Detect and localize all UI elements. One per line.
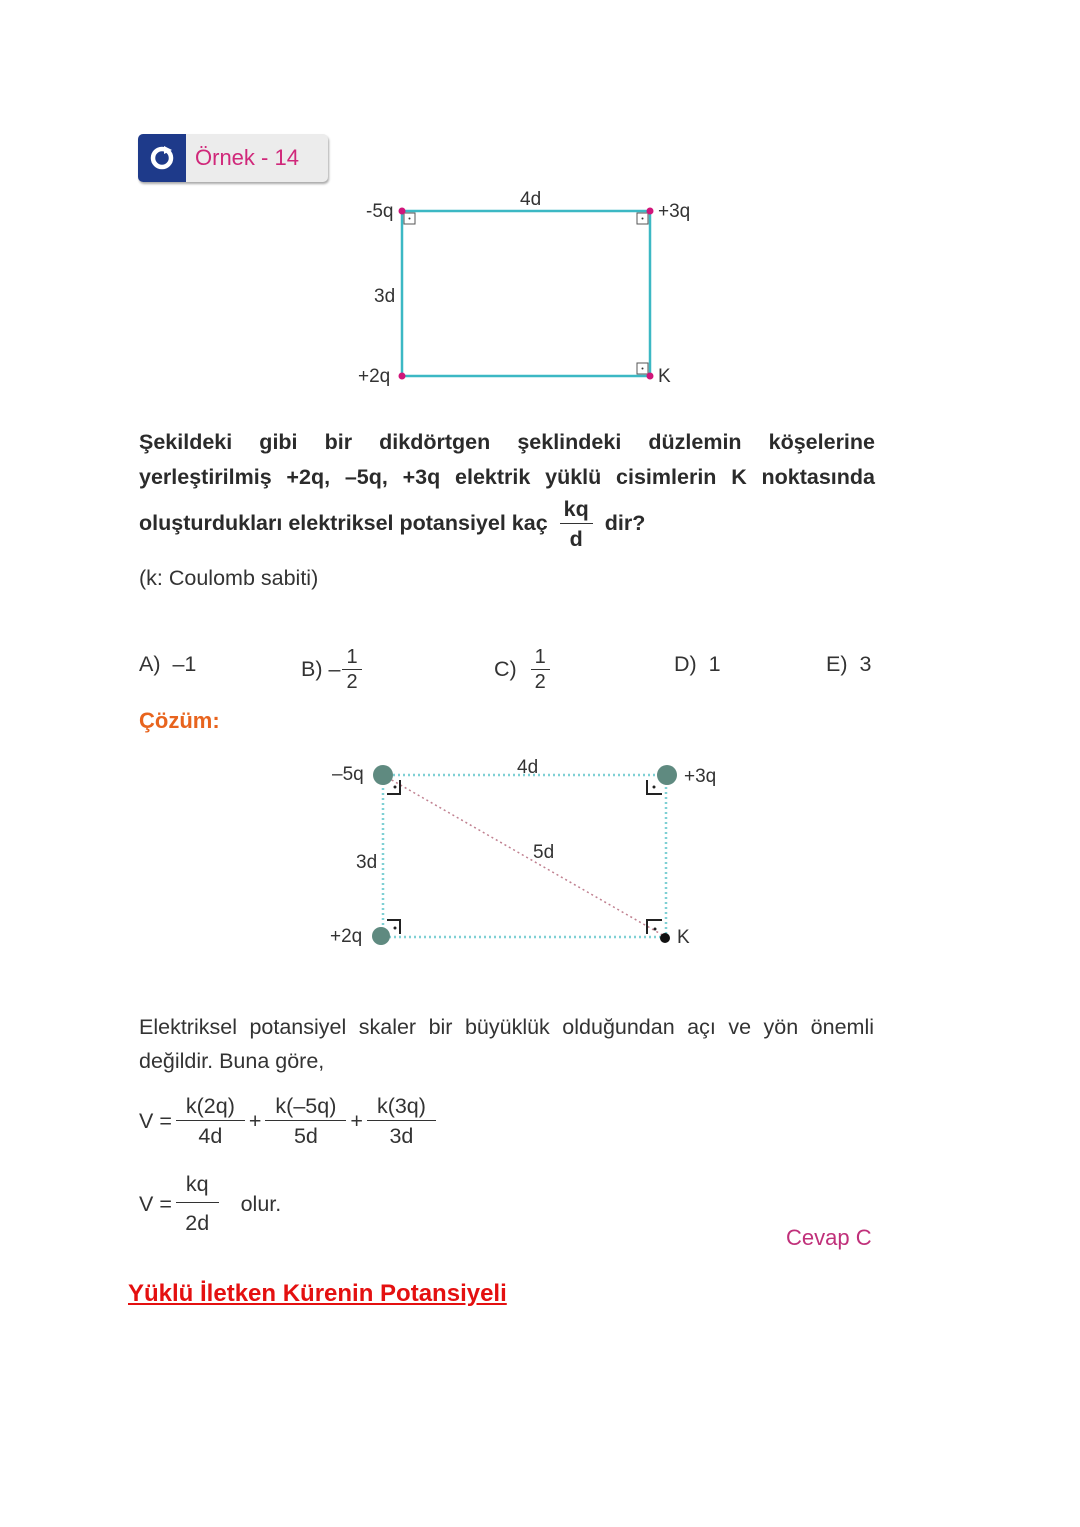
numerator: kq <box>176 1166 219 1203</box>
solution-figure <box>320 750 740 950</box>
denominator: 5d <box>293 1124 318 1148</box>
diagonal-label: 5d <box>533 842 555 863</box>
question-text <box>139 425 875 554</box>
charge-label: +2q <box>358 366 391 387</box>
question-figure <box>340 185 740 395</box>
rectangle <box>383 775 666 937</box>
fraction <box>367 1092 436 1151</box>
charge-dot <box>647 208 654 215</box>
equation-lhs: V = <box>139 1192 172 1216</box>
point-label: K <box>677 927 690 948</box>
option-e[interactable] <box>826 652 871 677</box>
charge-sphere <box>372 927 390 945</box>
numerator: k(2q) <box>176 1092 245 1121</box>
rectangle <box>402 211 650 376</box>
question-end: dir? <box>604 511 646 536</box>
left-side-label: 3d <box>356 852 378 873</box>
fraction <box>560 495 593 554</box>
denominator: d <box>569 527 583 551</box>
charge-sphere <box>657 765 677 785</box>
fraction <box>265 1092 346 1151</box>
top-side-label: 4d <box>517 757 539 778</box>
fraction <box>176 1092 245 1151</box>
numerator: k(3q) <box>367 1092 436 1121</box>
fraction <box>342 645 361 694</box>
option-sign: – <box>328 657 341 681</box>
option-b[interactable] <box>301 645 364 694</box>
option-letter: B) <box>301 657 323 681</box>
fraction <box>176 1166 219 1243</box>
option-a[interactable] <box>139 652 196 677</box>
solution-paragraph: Elektriksel potansiyel skaler bir büyüklük olduğundan açı ve yön önemli değildir. Buna göre, <box>139 1015 874 1073</box>
option-value: –1 <box>172 652 197 676</box>
solution-title: Çözüm: <box>139 708 220 733</box>
numerator: 1 <box>342 645 361 670</box>
top-side-label: 4d <box>520 189 542 210</box>
equation-1 <box>139 1092 440 1151</box>
charge-label: +3q <box>684 766 717 787</box>
refresh-circle-icon <box>138 134 186 182</box>
charge-dot <box>399 373 406 380</box>
question-body: Şekildeki gibi bir dikdörtgen şeklindeki düzlemin köşelerine yerleştirilmiş +2q, –5q, +3q elektrik yüklü cisimlerin K noktasında oluşturdukları elektriksel potansiyel kaç <box>139 430 875 536</box>
denominator: 2 <box>534 671 546 693</box>
left-side-label: 3d <box>374 286 396 307</box>
charge-sphere <box>373 765 393 785</box>
point-k-dot <box>660 933 670 943</box>
charge-label: +2q <box>330 926 363 947</box>
denominator: 4d <box>198 1124 223 1148</box>
option-letter: A) <box>139 652 161 676</box>
plus-sign: + <box>248 1109 262 1133</box>
answer-label: Cevap C <box>786 1225 872 1250</box>
equation-suffix: olur. <box>240 1192 282 1216</box>
equation-lhs: V = <box>139 1109 172 1133</box>
note: (k: Coulomb sabiti) <box>139 566 319 590</box>
option-value: 1 <box>708 652 721 676</box>
charge-label: –5q <box>332 764 364 785</box>
option-d[interactable] <box>674 652 721 677</box>
section-heading[interactable]: Yüklü İletken Kürenin Potansiyeli <box>128 1280 507 1307</box>
charge-dot <box>399 208 406 215</box>
example-badge <box>138 134 328 182</box>
point-label: K <box>658 366 671 387</box>
option-letter: E) <box>826 652 848 676</box>
numerator: kq <box>560 495 593 524</box>
option-c[interactable] <box>494 645 552 694</box>
plus-sign: + <box>350 1109 363 1133</box>
fraction <box>531 645 550 694</box>
charge-dot <box>647 373 654 380</box>
example-label: Örnek - 14 <box>195 145 299 170</box>
numerator: k(–5q) <box>265 1092 346 1121</box>
diagonal-line <box>383 775 666 937</box>
numerator: 1 <box>531 645 550 670</box>
option-value: 3 <box>859 652 872 676</box>
denominator: 2d <box>185 1211 210 1235</box>
charge-label: +3q <box>658 201 691 222</box>
option-letter: D) <box>674 652 697 676</box>
charge-label: -5q <box>366 201 394 222</box>
denominator: 2 <box>346 671 358 693</box>
denominator: 3d <box>389 1124 414 1148</box>
equation-2 <box>139 1166 281 1243</box>
option-letter: C) <box>494 657 517 681</box>
